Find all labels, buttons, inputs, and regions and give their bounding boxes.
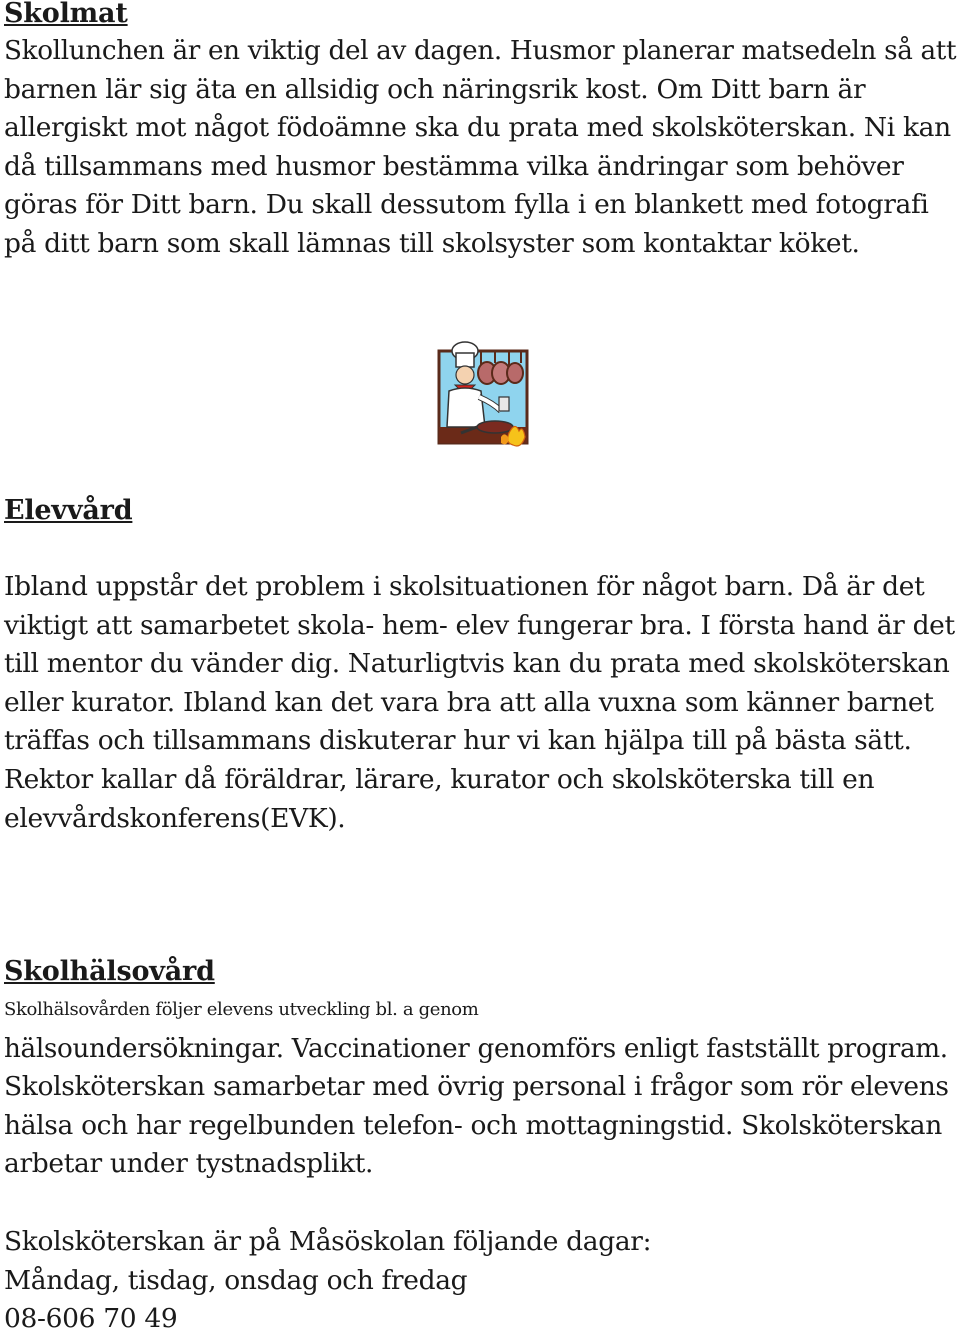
text-line: träffas och tillsammans diskuterar hur vi kan hjälpa till på bästa sätt. <box>4 725 912 757</box>
text-line: göras för Ditt barn. Du skall dessutom fylla i en blankett med fotografi <box>4 189 929 221</box>
heading-skolhalsovard: Skolhälsovård <box>4 956 215 987</box>
text-line: Skolhälsovården följer elevens utveckling bl. a genom <box>4 999 479 1020</box>
text-line: Skolsköterskan samarbetar med övrig personal i frågor som rör elevens <box>4 1071 949 1103</box>
heading-elevvard: Elevvård <box>4 495 133 526</box>
schedule-intro: Skolsköterskan är på Måsöskolan följande dagar: <box>4 1226 652 1257</box>
text-line: Rektor kallar då föräldrar, lärare, kurator och skolsköterska till en <box>4 763 875 795</box>
chef-cooking-icon <box>435 341 531 459</box>
schedule-days: Måndag, tisdag, onsdag och fredag <box>4 1264 468 1296</box>
nurse-schedule <box>4 1223 651 1339</box>
text-line: då tillsammans med husmor bestämma vilka ändringar som behöver <box>4 150 904 182</box>
paragraph-elevvard <box>4 568 955 838</box>
text-line: allergiskt mot något födoämne ska du prata med skolsköterskan. Ni kan <box>4 112 951 144</box>
text-line: barnen lär sig äta en allsidig och näringsrik kost. Om Ditt barn är <box>4 73 866 105</box>
text-line: Ibland uppstår det problem i skolsituationen för något barn. Då är det <box>4 571 925 602</box>
text-line: arbetar under tystnadsplikt. <box>4 1148 374 1180</box>
schedule-phone: 08-606 70 49 <box>4 1303 178 1335</box>
text-line: på ditt barn som skall lämnas till skolsyster som kontaktar köket. <box>4 227 860 259</box>
text-line: hälsa och har regelbunden telefon- och mottagningstid. Skolsköterskan <box>4 1109 942 1141</box>
paragraph-skolhalsovard <box>4 991 949 1184</box>
text-line: eller kurator. Ibland kan det vara bra att alla vuxna som känner barnet <box>4 686 934 718</box>
heading-skolmat: Skolmat <box>4 0 128 29</box>
text-line: hälsoundersökningar. Vaccinationer genomförs enligt fastställt program. <box>4 1033 948 1064</box>
text-line: till mentor du vänder dig. Naturligtvis kan du prata med skolsköterskan <box>4 648 950 680</box>
text-line: elevvårdskonferens(EVK). <box>4 802 346 834</box>
text-line: viktigt att samarbetet skola- hem- elev fungerar bra. I första hand är det <box>4 609 955 641</box>
text-line: Skollunchen är en viktig del av dagen. Husmor planerar matsedeln så att <box>4 36 957 66</box>
paragraph-skolmat <box>4 32 956 264</box>
